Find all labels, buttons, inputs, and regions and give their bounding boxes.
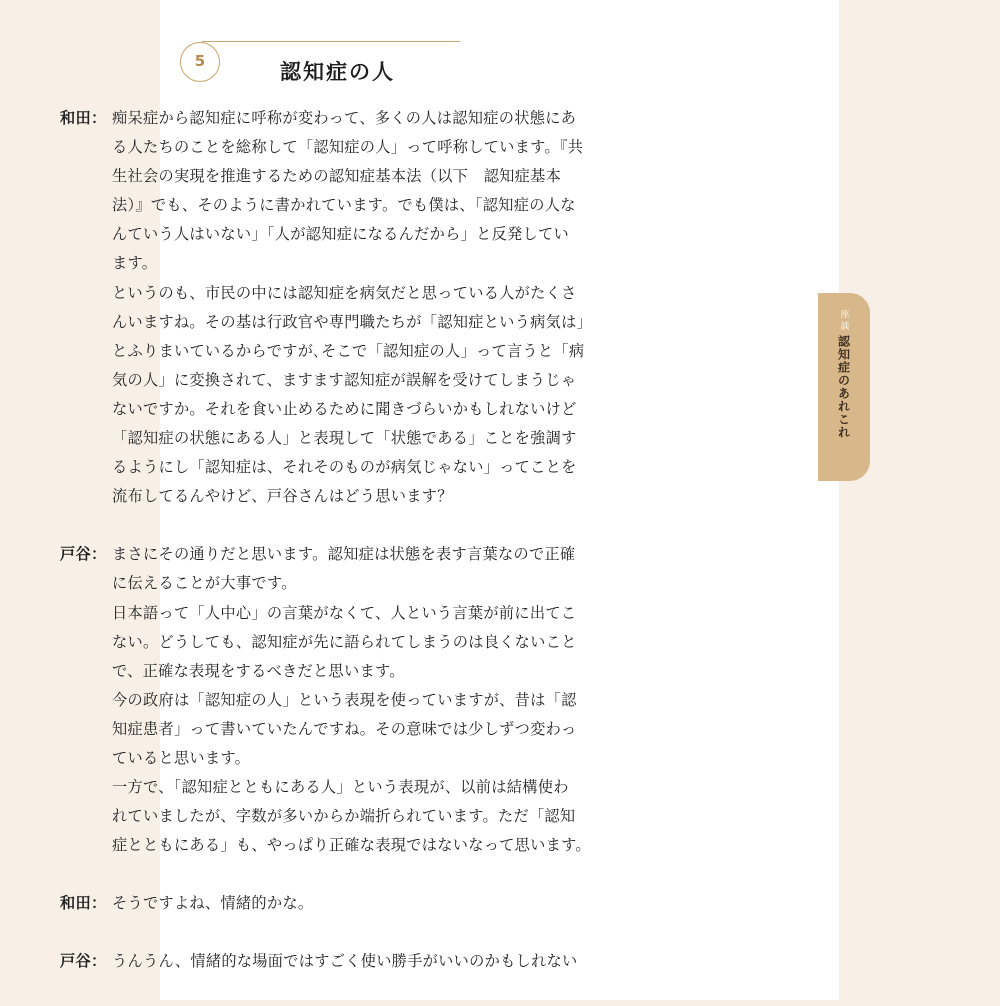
speech-line: 気の人」に変換されて、ますます認知症が誤解を受けてしまうじゃ [112, 370, 577, 389]
side-tab[interactable] [818, 293, 870, 481]
speech-line: うんうん、情緒的な場面ではすごく使い勝手がいいのかもしれない [112, 952, 578, 971]
speech-line: というのも、市民の中には認知症を病気だと思っている人がたくさ [112, 283, 577, 302]
speech-line: 一方で、「認知症とともにある人」という表現が、以前は結構使わ [112, 778, 569, 797]
speech-line: 「認知症の状態にある人」と表現して「状態である」ことを強調す [112, 429, 577, 448]
chapter-rule [202, 41, 460, 42]
speech-line: まさにその通りだと思います。認知症は状態を表す言葉なので正確 [112, 545, 576, 564]
speech-text [112, 104, 640, 511]
speaker-name: 戸谷： [60, 952, 107, 971]
chapter-number-badge: 5 [180, 42, 220, 82]
speech-line: ないですか。それを食い止めるために聞きづらいかもしれないけど [112, 399, 577, 418]
speech-text [112, 947, 640, 976]
speech-line: ていると思います。 [112, 748, 251, 767]
dialogue-turn [60, 104, 640, 511]
speech-line: んていう人はいない」「人が認知症になるんだから」と反発してい [112, 225, 570, 244]
speech-line: 今の政府は「認知症の人」という表現を使っていますが、昔は「認 [112, 690, 577, 709]
speech-line: る人たちのことを総称して「認知症の人」って呼称しています。『共 [112, 138, 584, 157]
side-tab-category: 座談 [838, 309, 849, 333]
speech-line: 症とともにある」も、やっぱり正確な表現ではないなって思います。 [112, 836, 591, 855]
speaker-name: 和田： [60, 894, 107, 913]
speaker-name: 和田： [60, 109, 107, 127]
dialogue-turn [60, 889, 640, 918]
speech-line: ない。どうしても、認知症が先に語られてしまうのは良くないこと [112, 632, 577, 651]
speech-text [112, 889, 640, 918]
speaker-name: 戸谷： [60, 545, 107, 564]
dialogue [60, 104, 640, 1006]
speech-line: 法）』でも、そのように書かれています。でも僕は、「認知症の人な [112, 196, 576, 215]
chapter-title: 認知症の人 [280, 60, 395, 84]
speech-line: そうですよね、情緒的かな。 [112, 894, 314, 913]
dialogue-turn [60, 540, 640, 860]
speech-line: 流布してるんやけど、戸谷さんはどう思います？ [112, 487, 453, 506]
speech-text [112, 540, 640, 860]
speech-line: に伝えることが大事です。 [112, 574, 297, 593]
chapter-header [180, 40, 480, 88]
speech-line: 痴呆症から認知症に呼称が変わって、多くの人は認知症の状態にあ [112, 109, 577, 127]
speech-line: 生社会の実現を推進するための認知症基本法（以下 認知症基本 [112, 167, 562, 186]
speech-line: ます。 [112, 254, 158, 273]
speech-line: とふりまいているからですが､そこで「認知症の人」って言うと「病 [112, 341, 585, 360]
speech-line: 知症患者」って書いていたんですね。その意味では少しずつ変わっ [112, 719, 577, 738]
side-tab-label: 認知症のあれこれ [836, 335, 851, 439]
dialogue-turn [60, 947, 640, 976]
speech-line: るようにし「認知症は、それそのものが病気じゃない」ってことを [112, 458, 577, 477]
speech-line: れていましたが、字数が多いからか端折られています。ただ「認知 [112, 807, 576, 826]
speech-line: んいますね。その基は行政官や専門職たちが「認知症という病気は」 [112, 312, 593, 331]
speech-line: で、正確な表現をするべきだと思います。 [112, 661, 405, 680]
speech-line: 日本語って「人中心」の言葉がなくて、人という言葉が前に出てこ [112, 603, 577, 622]
